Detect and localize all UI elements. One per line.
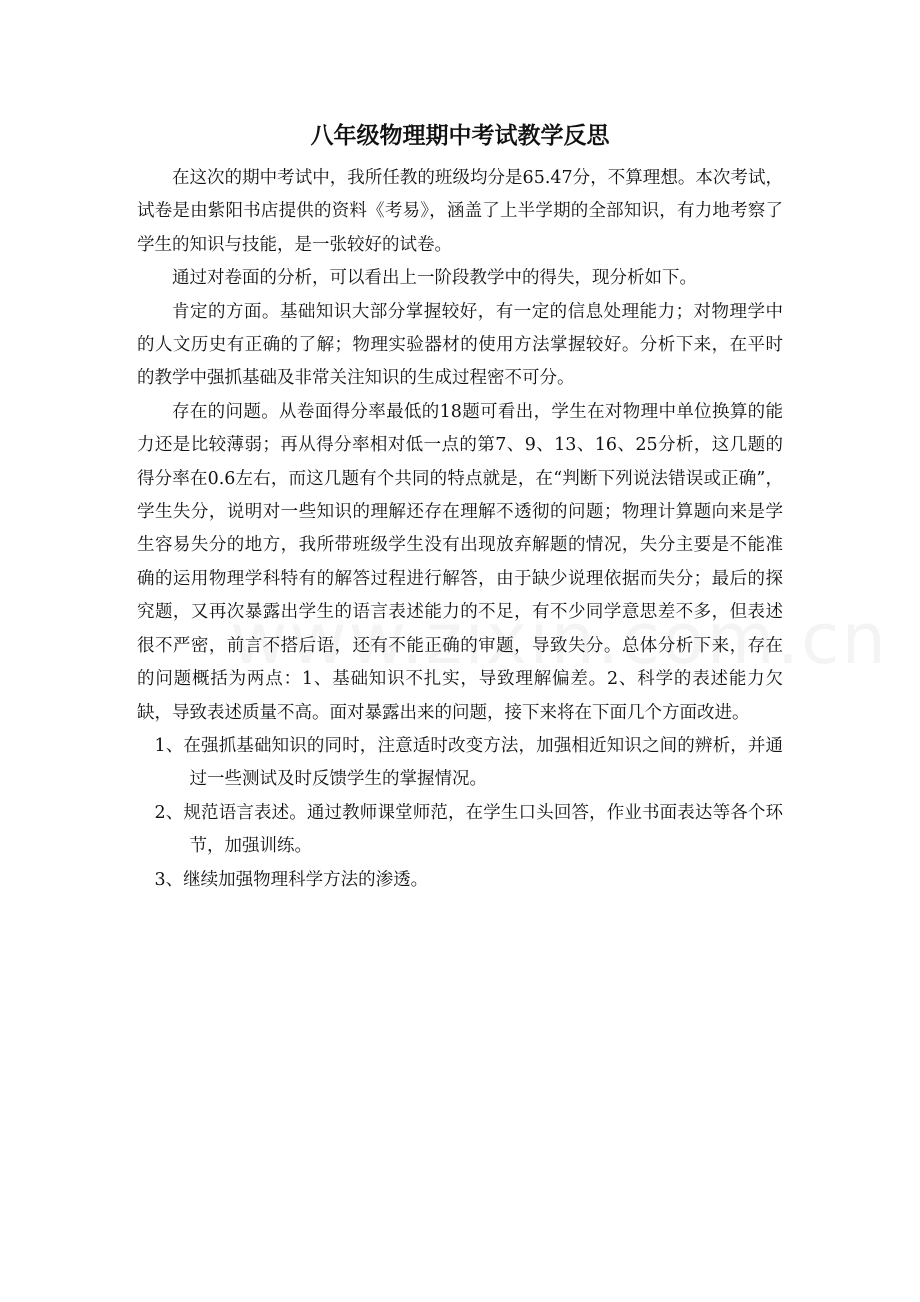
paragraph-analysis-intro: 通过对卷面的分析，可以看出上一阶段教学中的得失，现分析如下。	[172, 268, 697, 289]
list-item-3: 3、继续加强物理科学方法的渗透。	[154, 869, 429, 890]
document-body	[137, 162, 783, 897]
paragraph-positives: 肯定的方面。基础知识大部分掌握较好，有一定的信息处理能力；对物理学中的人文历史有正确的了解；物理实验器材的使用方法掌握较好。分析下来，在平时的教学中强抓基础及非常关注知识的生成过程密不可分。	[137, 301, 783, 389]
paragraph-intro: 在这次的期中考试中，我所任教的班级均分是65.47分，不算理想。本次考试，试卷是由紫阳书店提供的资料《考易》，涵盖了上半学期的全部知识，有力地考察了学生的知识与技能，是一张较好的试卷。	[137, 168, 783, 255]
list-item-2: 2、规范语言表述。通过教师课堂师范，在学生口头回答，作业书面表达等各个环节，加强训练。	[154, 802, 783, 857]
list-item-1: 1、在强抓基础知识的同时，注意适时改变方法，加强相近知识之间的辨析，并通过一些测试及时反馈学生的掌握情况。	[154, 735, 783, 790]
paragraph-problems: 存在的问题。从卷面得分率最低的18题可看出，学生在对物理中单位换算的能力还是比较薄弱；再从得分率相对低一点的第7、9、13、16、25分析，这几题的得分率在0.6左右，而这几题有个共同的特点就是，在“判断下列说法错误或正确”，学生失分，说明对一些知识的理解还存在理解不透彻的问题；物理计算题向来是学生容易失分的地方，我所带班级学生没有出现放弃解题的情况，失分主要是不能准确的运用物理学科特有的解答过程进行解答，由于缺少说理依据而失分；最后的探究题，又再次暴露出学生的语言表述能力的不足，有不少同学意思差不多，但表述很不严密，前言不搭后语，还有不能正确的审题，导致失分。总体分析下来，存在的问题概括为两点：1、基础知识不扎实，导致理解偏差。2、科学的表述能力欠缺，导致表述质量不高。面对暴露出来的问题，接下来将在下面几个方面改进。	[137, 401, 783, 723]
document-title: 八年级物理期中考试教学反思	[310, 122, 610, 149]
